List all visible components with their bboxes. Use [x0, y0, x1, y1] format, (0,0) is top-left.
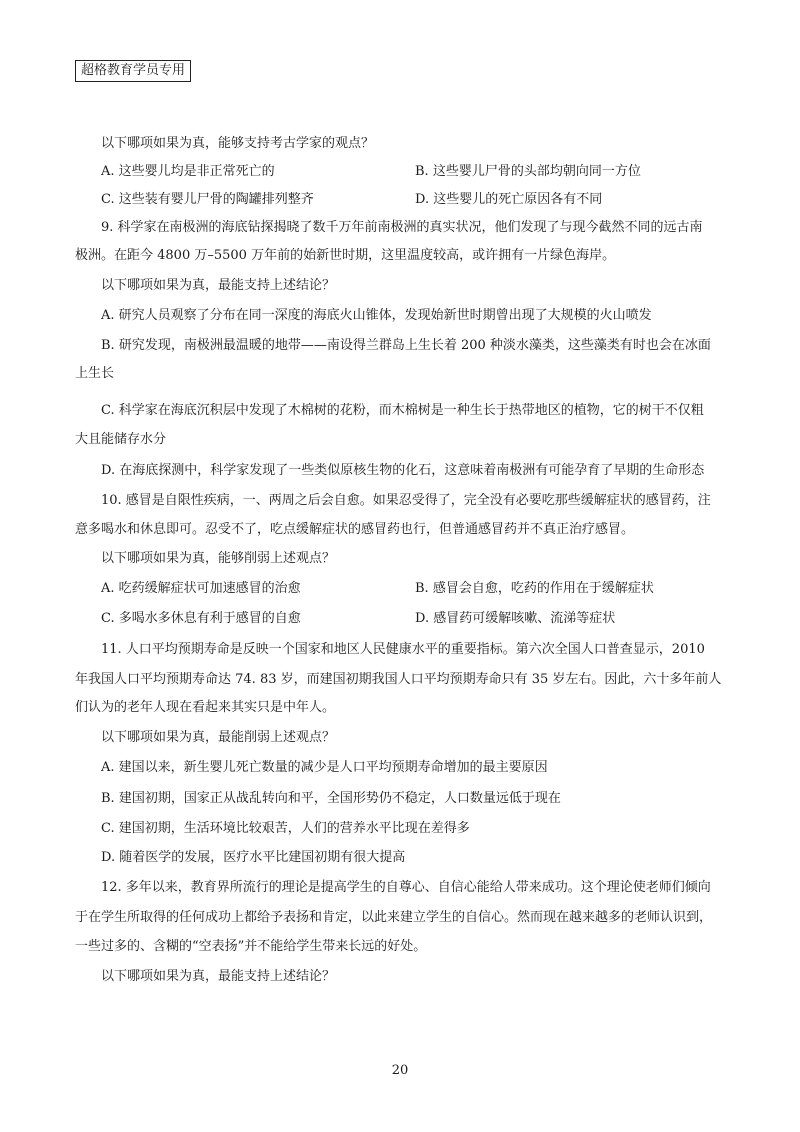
- page-number: 20: [391, 1063, 409, 1078]
- q11-option-d: D. 随着医学的发展，医疗水平比建国初期有很大提高: [101, 850, 406, 865]
- q9-option-b-line2: 上生长: [75, 366, 115, 381]
- q11-text-line3: 们认为的老年人现在看起来其实只是中年人。: [75, 700, 336, 715]
- q9-text-line2: 极洲。在距今 4800 万–5500 万年前的始新世时期，这里温度较高，或许拥有一片绿色海岸。: [75, 248, 616, 263]
- q10-option-d: D. 感冒药可缓解咳嗽、流涕等症状: [415, 611, 616, 626]
- q9-text-line1: 9. 科学家在南极洲的海底钻探揭晓了数千万年前南极洲的真实状况，他们发现了与现今截然不同的远古南: [101, 220, 703, 235]
- q11-option-c: C. 建国初期，生活环境比较艰苦，人们的营养水平比现在差得多: [101, 821, 470, 836]
- q8-stem: 以下哪项如果为真，能够支持考古学家的观点？: [101, 136, 375, 151]
- q8-option-c: C. 这些装有婴儿尸骨的陶罐排列整齐: [101, 192, 314, 207]
- q9-stem: 以下哪项如果为真，最能支持上述结论？: [101, 278, 336, 293]
- q10-option-a: A. 吃药缓解症状可加速感冒的治愈: [101, 581, 301, 596]
- q10-option-c: C. 多喝水多休息有利于感冒的自愈: [101, 611, 301, 626]
- q11-text-line1: 11. 人口平均预期寿命是反映一个国家和地区人民健康水平的重要指标。第六次全国人口普查显示，2010: [101, 642, 705, 657]
- q9-option-b-line1: B. 研究发现，南极洲最温暖的地带——南设得兰群岛上生长着 200 种淡水藻类，这些藻类有时也会在冰面: [101, 338, 711, 353]
- q9-option-a: A. 研究人员观察了分布在同一深度的海底火山锥体，发现始新世时期曾出现了大规模的火山喷发: [101, 308, 652, 323]
- q11-stem: 以下哪项如果为真，最能削弱上述观点？: [101, 730, 336, 745]
- q11-option-a: A. 建国以来，新生婴儿死亡数量的减少是人口平均预期寿命增加的最主要原因: [101, 760, 548, 775]
- q11-option-b: B. 建国初期，国家正从战乱转向和平，全国形势仍不稳定，人口数量远低于现在: [101, 791, 561, 806]
- q10-stem: 以下哪项如果为真，能够削弱上述观点？: [101, 551, 336, 566]
- q8-option-a: A. 这些婴儿均是非正常死亡的: [101, 164, 275, 179]
- q12-stem: 以下哪项如果为真，最能支持上述结论？: [101, 969, 336, 984]
- q12-text-line3: 一些过多的、含糊的“空表扬”并不能给学生带来长远的好处。: [75, 939, 427, 954]
- q12-text-line1: 12. 多年以来，教育界所流行的理论是提高学生的自尊心、自信心能给人带来成功。这个理论使老师们倾向: [101, 880, 711, 895]
- q8-option-d: D. 这些婴儿的死亡原因各有不同: [415, 192, 603, 207]
- q12-text-line2: 于在学生所取得的任何成功上都给予表扬和肯定，以此来建立学生的自信心。然而现在越来越多的老师认识到，: [75, 910, 713, 925]
- q9-option-c-line2: 大且能储存水分: [75, 432, 167, 447]
- q9-option-d: D. 在海底探测中，科学家发现了一些类似原核生物的化石，这意味着南极洲有可能孕育了早期的生命形态: [101, 463, 705, 478]
- q10-text-line1: 10. 感冒是自限性疾病，一、两周之后会自愈。如果忍受得了，完全没有必要吃那些缓解症状的感冒药，注: [101, 493, 711, 508]
- q10-option-b: B. 感冒会自愈，吃药的作用在于缓解症状: [415, 581, 654, 596]
- header-label: 超格教育学员专用: [75, 60, 191, 82]
- q11-text-line2: 年我国人口平均预期寿命达 74. 83 岁，而建国初期我国人口平均预期寿命只有 35 岁左右。因此，六十多年前人: [75, 672, 722, 687]
- q9-option-c-line1: C. 科学家在海底沉积层中发现了木棉树的花粉，而木棉树是一种生长于热带地区的植物，它的树干不仅粗: [101, 403, 704, 418]
- q10-text-line2: 意多喝水和休息即可。忍受不了，吃点缓解症状的感冒药也行，但普通感冒药并不真正治疗感冒。: [75, 522, 635, 537]
- q8-option-b: B. 这些婴儿尸骨的头部均朝向同一方位: [415, 164, 641, 179]
